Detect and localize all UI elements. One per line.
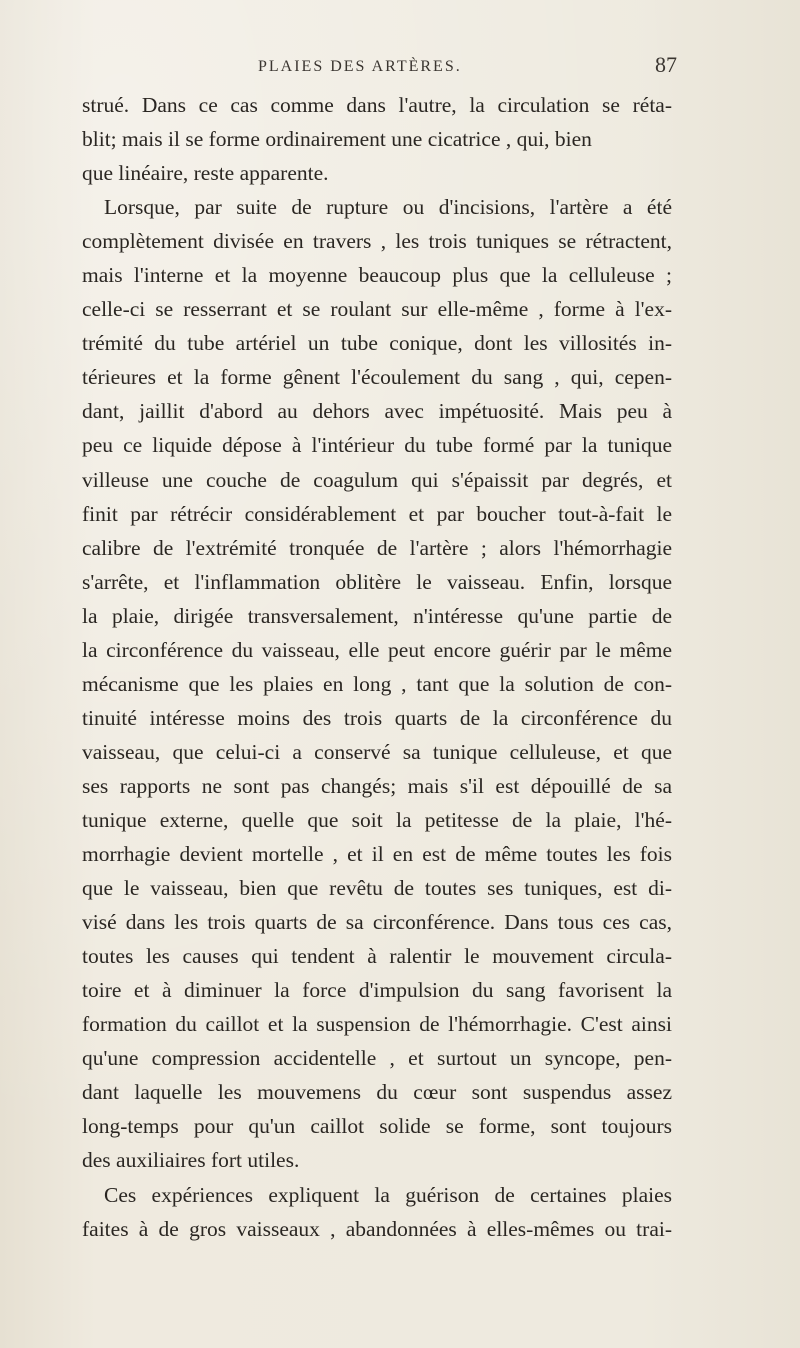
text-line: strué. Dans ce cas comme dans l'autre, la circulation se réta- bbox=[82, 93, 672, 117]
text-line: des auxiliaires fort utiles. bbox=[82, 1148, 300, 1173]
text-line: visé dans les trois quarts de sa circonférence. Dans tous ces cas, bbox=[82, 910, 672, 935]
text-line: long-temps pour qu'un caillot solide se forme, sont toujours bbox=[82, 1114, 672, 1139]
text-line: mais l'interne et la moyenne beaucoup plus que la celluleuse ; bbox=[82, 263, 672, 288]
text-line: tunique externe, quelle que soit la petitesse de la plaie, l'hé- bbox=[82, 807, 672, 832]
text-line: dant laquelle les mouvemens du cœur sont suspendus assez bbox=[82, 1080, 672, 1105]
text-line: dant, jaillit d'abord au dehors avec impétuosité. Mais peu à bbox=[82, 399, 672, 424]
text-line: villeuse une couche de coagulum qui s'épaissit par degrés, et bbox=[82, 467, 672, 492]
text-line: celle-ci se resserrant et se roulant sur elle-même , forme à l'ex- bbox=[82, 297, 672, 322]
text-line: finit par rétrécir considérablement et par boucher tout-à-fait le bbox=[82, 501, 672, 526]
text-line: formation du caillot et la suspension de l'hémorrhagie. C'est ainsi bbox=[82, 1012, 672, 1037]
page-number: 87 bbox=[655, 52, 677, 77]
text-line: toire et à diminuer la force d'impulsion du sang favorisent la bbox=[82, 978, 672, 1003]
text-line: complètement divisée en travers , les trois tuniques se rétractent, bbox=[82, 229, 672, 254]
text-line: que le vaisseau, bien que revêtu de toutes ses tuniques, est di- bbox=[82, 876, 672, 901]
text-line: Ces expériences expliquent la guérison de certaines plaies bbox=[104, 1182, 672, 1207]
text-line: Lorsque, par suite de rupture ou d'incisions, l'artère a été bbox=[104, 195, 672, 220]
text-line: s'arrête, et l'inflammation oblitère le vaisseau. Enfin, lorsque bbox=[82, 569, 672, 594]
text-line: trémité du tube artériel un tube conique, dont les villosités in- bbox=[82, 331, 672, 356]
body-text bbox=[82, 88, 672, 1246]
text-line: vaisseau, que celui-ci a conservé sa tunique celluleuse, et que bbox=[82, 739, 672, 764]
text-line: que linéaire, reste apparente. bbox=[82, 161, 329, 186]
text-line: faites à de gros vaisseaux , abandonnées à elles-mêmes ou trai- bbox=[82, 1216, 672, 1241]
text-line: calibre de l'extrémité tronquée de l'artère ; alors l'hémorrhagie bbox=[82, 535, 672, 560]
text-line: blit; mais il se forme ordinairement une cicatrice , qui, bien bbox=[82, 127, 592, 152]
text-line: térieures et la forme gênent l'écoulement du sang , qui, cepen- bbox=[82, 365, 672, 390]
text-line: toutes les causes qui tendent à ralentir le mouvement circula- bbox=[82, 944, 672, 969]
text-line: peu ce liquide dépose à l'intérieur du tube formé par la tunique bbox=[82, 433, 672, 458]
text-line: ses rapports ne sont pas changés; mais s'il est dépouillé de sa bbox=[82, 773, 672, 798]
running-title: PLAIES DES ARTÈRES. bbox=[258, 58, 462, 75]
text-line: tinuité intéresse moins des trois quarts de la circonférence du bbox=[82, 705, 672, 730]
page-header bbox=[0, 54, 800, 84]
text-line: la circonférence du vaisseau, elle peut encore guérir par le même bbox=[82, 637, 672, 662]
text-line: morrhagie devient mortelle , et il en est de même toutes les fois bbox=[82, 842, 672, 867]
text-line: la plaie, dirigée transversalement, n'intéresse qu'une partie de bbox=[82, 603, 672, 628]
text-line: qu'une compression accidentelle , et surtout un syncope, pen- bbox=[82, 1046, 672, 1071]
text-line: mécanisme que les plaies en long , tant que la solution de con- bbox=[82, 671, 672, 696]
